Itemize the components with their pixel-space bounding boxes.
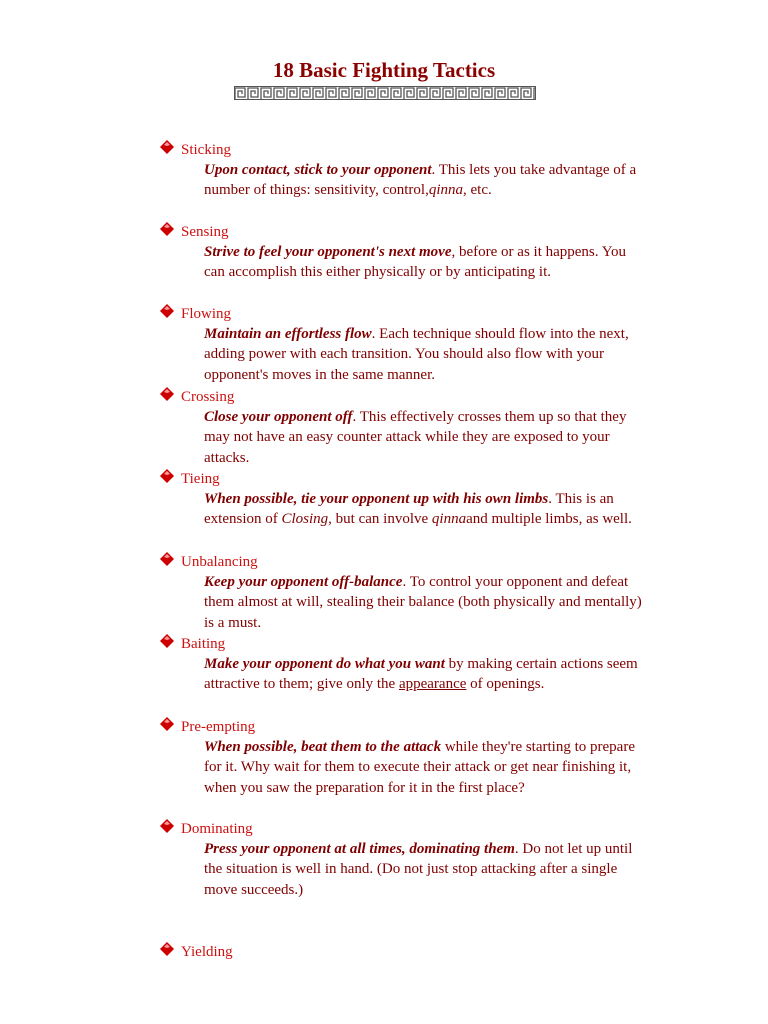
tactic-term: Baiting — [181, 636, 226, 652]
red-diamond-icon — [160, 819, 174, 833]
red-diamond-icon — [160, 304, 174, 318]
tactic-description: Strive to feel your opponent's next move, before or as it happens. You can accomplish this either physically or by anticipating it. — [204, 244, 627, 281]
tactic-description: Keep your opponent off-balance. To control your opponent and defeat them almost at will, stealing their balance (both physically and mentally) is a must. — [204, 574, 642, 631]
tactic-description: When possible, beat them to the attack while they're starting to prepare for it. Why wait for them to execute their attack or get near finishing it, when you saw the preparation for it in the first place? — [204, 739, 635, 796]
red-diamond-icon — [160, 717, 174, 731]
tactic-description: Make your opponent do what you want by making certain actions seem attractive to them; give only the appearance of openings. — [204, 656, 638, 693]
tactic-term: Pre-empting — [181, 719, 256, 735]
tactic-description: Upon contact, stick to your opponent. This lets you take advantage of a number of things: sensitivity, control,qinna, etc. — [204, 162, 637, 199]
tactic-term: Unbalancing — [181, 554, 258, 570]
tactic-term: Sticking — [181, 142, 232, 158]
tactic-term: Yielding — [181, 944, 233, 960]
page-title: 18 Basic Fighting Tactics — [272, 58, 496, 82]
red-diamond-icon — [160, 469, 174, 483]
greek-key-divider — [234, 86, 536, 100]
red-diamond-icon — [160, 140, 174, 154]
tactic-description: Press your opponent at all times, dominating them. Do not let up until the situation is well in hand. (Do not just stop attacking after a single move succeeds.) — [204, 841, 633, 898]
red-diamond-icon — [160, 552, 174, 566]
red-diamond-icon — [160, 634, 174, 648]
tactic-term: Flowing — [181, 306, 232, 322]
red-diamond-icon — [160, 222, 174, 236]
tactic-term: Crossing — [181, 389, 235, 405]
tactic-description: When possible, tie your opponent up with his own limbs. This is an extension of Closing, but can involve qinnaand multiple limbs, as well. — [204, 491, 632, 528]
tactic-description: Close your opponent off. This effectively crosses them up so that they may not have an easy counter attack while they are exposed to your attacks. — [204, 409, 627, 466]
tactic-term: Sensing — [181, 224, 229, 240]
tactic-term: Dominating — [181, 821, 253, 837]
tactic-term: Tieing — [181, 471, 220, 487]
red-diamond-icon — [160, 387, 174, 401]
tactic-description: Maintain an effortless flow. Each technique should flow into the next, adding power with each transition. You should also flow with your opponent's moves in the same manner. — [204, 326, 629, 383]
red-diamond-icon — [160, 942, 174, 956]
